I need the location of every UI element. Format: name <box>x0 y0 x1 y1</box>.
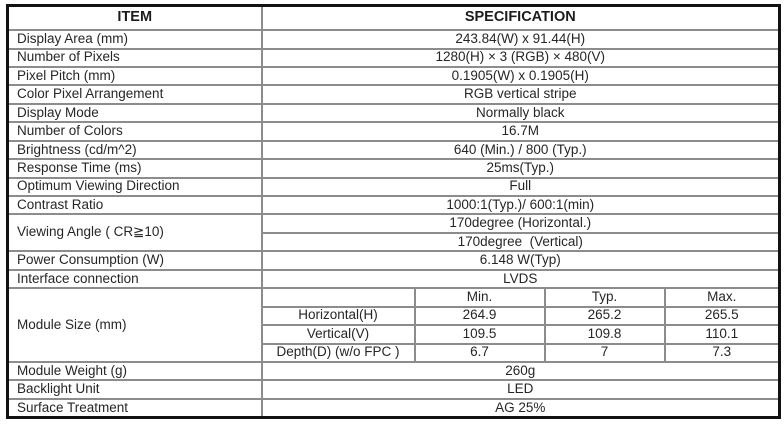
item-cell: Response Time (ms) <box>8 159 262 177</box>
typ-value-cell: 265.2 <box>545 307 665 325</box>
item-cell: Module Weight (g) <box>8 362 262 380</box>
spec-cell: 6.148 W(Typ) <box>262 251 780 269</box>
table-row <box>8 159 780 177</box>
module-size-header-row <box>8 288 780 306</box>
spec-cell: AG 25% <box>262 399 780 418</box>
spec-cell: LED <box>262 380 780 398</box>
typ-header-cell: Typ. <box>545 288 665 306</box>
item-cell: Color Pixel Arrangement <box>8 85 262 103</box>
item-cell: Surface Treatment <box>8 399 262 418</box>
max-value-cell: 7.3 <box>665 344 780 362</box>
item-cell: Viewing Angle ( CR≧10) <box>8 214 262 251</box>
min-value-cell: 6.7 <box>415 344 545 362</box>
typ-value-cell: 109.8 <box>545 325 665 343</box>
table-row <box>8 122 780 140</box>
table-row <box>8 104 780 122</box>
dimension-label-cell: Vertical(V) <box>262 325 415 343</box>
spec-cell: 260g <box>262 362 780 380</box>
item-cell: Interface connection <box>8 270 262 288</box>
table-row <box>8 399 780 418</box>
module-size-corner-cell <box>262 288 415 306</box>
table-row <box>8 270 780 288</box>
table-row <box>8 85 780 103</box>
spec-cell: 25ms(Typ.) <box>262 159 780 177</box>
typ-value-cell: 7 <box>545 344 665 362</box>
item-cell: Brightness (cd/m^2) <box>8 141 262 159</box>
table-row <box>8 362 780 380</box>
table-row <box>8 67 780 85</box>
spec-cell: 16.7M <box>262 122 780 140</box>
item-cell: Power Consumption (W) <box>8 251 262 269</box>
dimension-label-cell: Horizontal(H) <box>262 307 415 325</box>
min-header-cell: Min. <box>415 288 545 306</box>
max-value-cell: 265.5 <box>665 307 780 325</box>
spec-cell: 1280(H) × 3 (RGB) × 480(V) <box>262 49 780 67</box>
table-row <box>8 141 780 159</box>
item-cell: Pixel Pitch (mm) <box>8 67 262 85</box>
viewing-angle-horizontal-cell: 170degree (Horizontal.) <box>262 214 780 232</box>
table-row <box>8 196 780 214</box>
item-cell: Display Mode <box>8 104 262 122</box>
specification-column-header: SPECIFICATION <box>262 6 780 31</box>
table-row <box>8 380 780 398</box>
item-cell: Optimum Viewing Direction <box>8 178 262 196</box>
item-cell: Number of Pixels <box>8 49 262 67</box>
table-row <box>8 251 780 269</box>
viewing-angle-vertical-cell: 170degree (Vertical) <box>262 233 780 251</box>
item-cell: Backlight Unit <box>8 380 262 398</box>
table-row <box>8 178 780 196</box>
item-cell: Display Area (mm) <box>8 30 262 48</box>
min-value-cell: 109.5 <box>415 325 545 343</box>
viewing-angle-row <box>8 214 780 232</box>
spec-cell: 1000:1(Typ.)/ 600:1(min) <box>262 196 780 214</box>
spec-cell: 0.1905(W) x 0.1905(H) <box>262 67 780 85</box>
max-header-cell: Max. <box>665 288 780 306</box>
table-header-row <box>8 6 780 31</box>
item-cell: Number of Colors <box>8 122 262 140</box>
table-row <box>8 49 780 67</box>
specification-table <box>6 4 781 419</box>
dimension-label-cell: Depth(D) (w/o FPC ) <box>262 344 415 362</box>
spec-cell: Normally black <box>262 104 780 122</box>
item-column-header: ITEM <box>8 6 262 31</box>
min-value-cell: 264.9 <box>415 307 545 325</box>
spec-cell: RGB vertical stripe <box>262 85 780 103</box>
spec-cell: 243.84(W) x 91.44(H) <box>262 30 780 48</box>
spec-cell: Full <box>262 178 780 196</box>
max-value-cell: 110.1 <box>665 325 780 343</box>
table-row <box>8 30 780 48</box>
item-cell: Module Size (mm) <box>8 288 262 362</box>
spec-cell: 640 (Min.) / 800 (Typ.) <box>262 141 780 159</box>
spec-cell: LVDS <box>262 270 780 288</box>
item-cell: Contrast Ratio <box>8 196 262 214</box>
